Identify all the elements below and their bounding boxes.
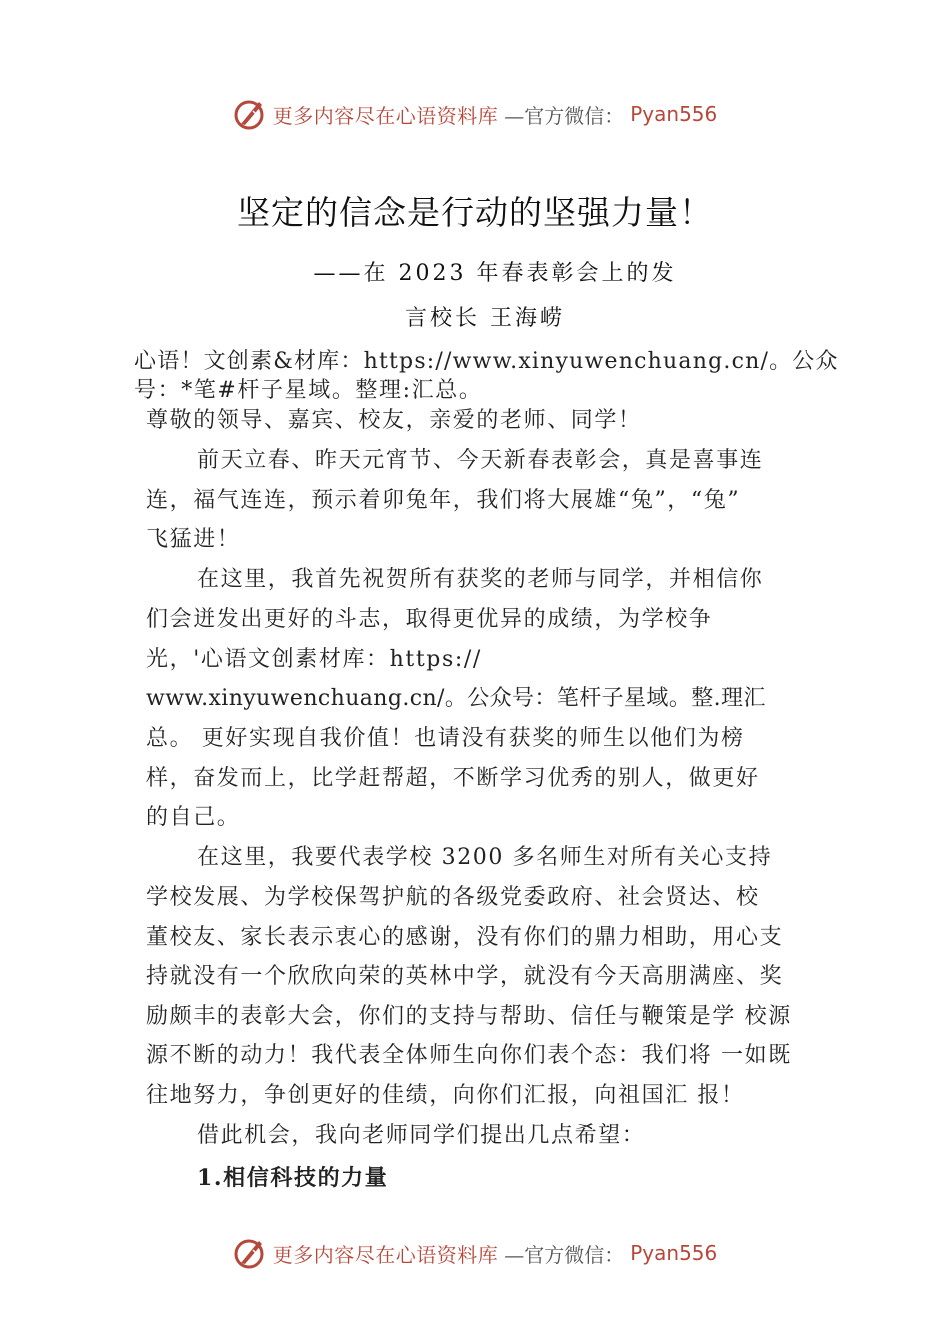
body-line: www.xinyuwenchuang.cn/。公众号：笔杆子星域。整.理汇 bbox=[146, 686, 766, 711]
quill-logo-icon bbox=[233, 1236, 267, 1270]
body-line: 们会迸发出更好的斗志，取得更优异的成绩，为学校争 bbox=[146, 607, 713, 632]
document-author: 言校长 王海崂 bbox=[405, 306, 565, 331]
body-line: 号：*笔#杆子星域。整理:汇总。 bbox=[134, 378, 483, 403]
body-line: 董校友、家长表示衷心的感谢，没有你们的鼎力相助，用心支 bbox=[146, 925, 784, 950]
body-line: 在这里，我要代表学校 3200 多名师生对所有关心支持 bbox=[197, 845, 773, 870]
body-line: 光，'心语文创素材库：https:// bbox=[146, 647, 482, 672]
bottom-banner bbox=[0, 1233, 950, 1273]
banner-separator: —官方微信： bbox=[504, 1242, 625, 1267]
body-line: 尊敬的领导、嘉宾、校友，亲爱的老师、同学！ bbox=[146, 408, 642, 433]
banner-title: 更多内容尽在心语资料库 bbox=[272, 1242, 499, 1267]
body-line: 源不断的动力！我代表全体师生向你们表个态：我们将 一如既 bbox=[146, 1043, 792, 1068]
body-line: 总。 更好实现自我价值！也请没有获奖的师生以他们为榜 bbox=[146, 726, 745, 751]
body-line: 持就没有一个欣欣向荣的英林中学，就没有今天高朋满座、奖 bbox=[146, 964, 784, 989]
body-line: 励颇丰的表彰大会，你们的支持与帮助、信任与鞭策是学 校源 bbox=[146, 1004, 792, 1029]
section-heading: 1.相信科技的力量 bbox=[197, 1165, 389, 1191]
document-subtitle: ——在 2023 年春表彰会上的发 bbox=[313, 261, 677, 286]
banner-separator: —官方微信： bbox=[504, 103, 625, 128]
body-line: 借此机会，我向老师同学们提出几点希望： bbox=[197, 1123, 646, 1148]
body-line: 连，福气连连，预示着卯兔年，我们将大展雄“兔”，“兔” bbox=[146, 488, 741, 513]
banner-wechat-id: Pyan556 bbox=[630, 102, 718, 126]
body-line: 在这里，我首先祝贺所有获奖的老师与同学，并相信你 bbox=[197, 567, 764, 592]
top-banner bbox=[0, 94, 950, 134]
quill-logo-icon bbox=[233, 97, 267, 131]
banner-title: 更多内容尽在心语资料库 bbox=[272, 103, 499, 128]
document-title: 坚定的信念是行动的坚强力量！ bbox=[237, 193, 713, 232]
body-line: 样，奋发而上，比学赶帮超，不断学习优秀的别人，做更好 bbox=[146, 766, 760, 791]
body-line: 飞猛进！ bbox=[146, 527, 241, 552]
body-line: 往地努力，争创更好的佳绩，向你们汇报，向祖国汇 报！ bbox=[146, 1083, 745, 1108]
body-line: 的自己。 bbox=[146, 805, 241, 830]
body-line: 前天立春、昨天元宵节、今天新春表彰会，真是喜事连 bbox=[197, 448, 764, 473]
body-line: 心语！文创素&材库：https://www.xinyuwenchuang.cn/。公众 bbox=[134, 349, 839, 374]
body-line: 学校发展、为学校保驾护航的各级党委政府、社会贤达、校 bbox=[146, 885, 760, 910]
banner-wechat-id: Pyan556 bbox=[630, 1241, 718, 1265]
